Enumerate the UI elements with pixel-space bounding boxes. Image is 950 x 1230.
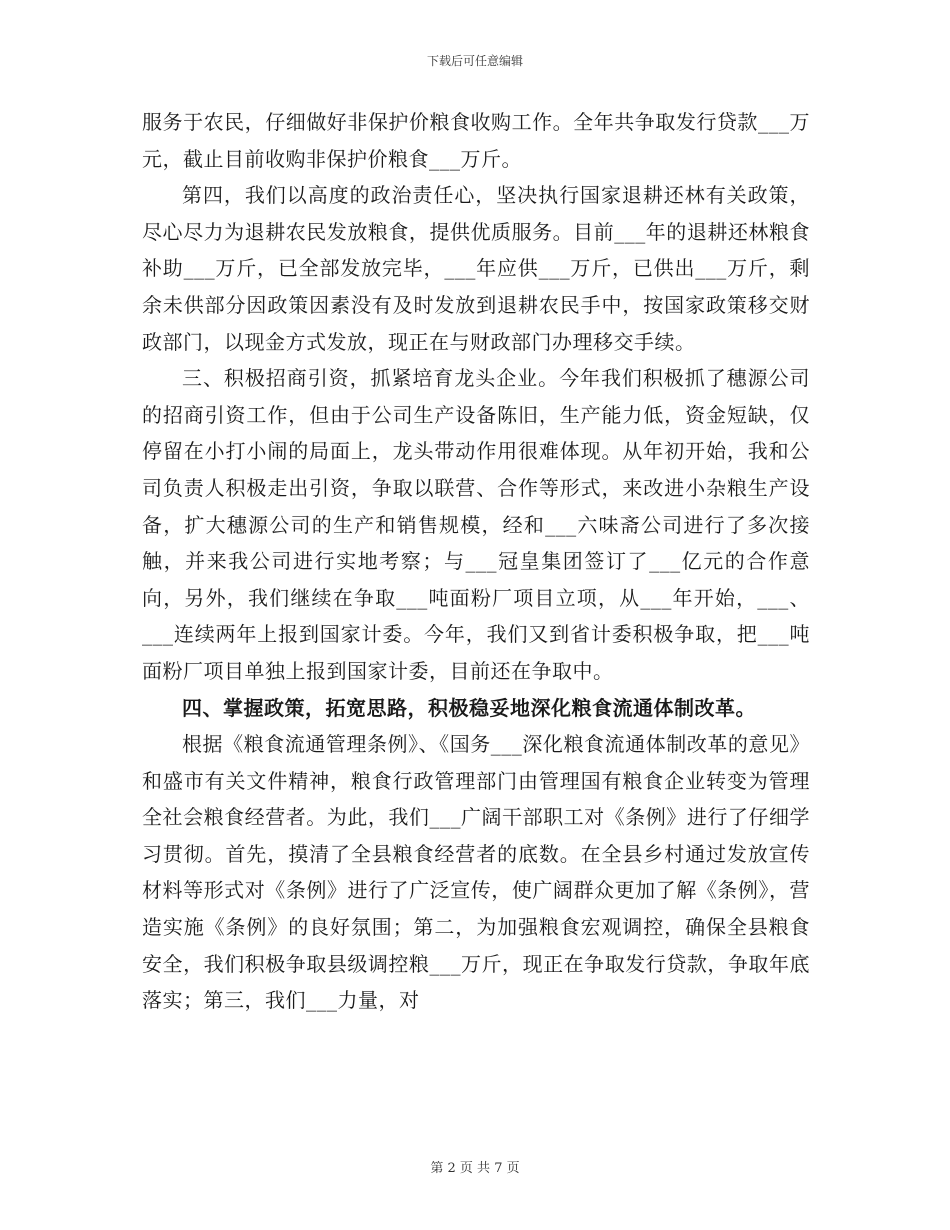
paragraph: 三、积极招商引资，抓紧培育龙头企业。今年我们积极抓了穗源公司的招商引资工作，但由于公司生产设备陈旧，生产能力低，资金短缺，仅停留在小打小闹的局面上，龙头带动作用很难体现。从年初开始，我和公司负责人积极走出引资，争取以联营、合作等形式，来改进小杂粮生产设备，扩大穗源公司的生产和销售规模，经和___六味斋公司进行了多次接触，并来我公司进行实地考察；与___冠皇集团签订了___亿元的合作意向，另外，我们继续在争取___吨面粉厂项目立项，从___年开始，___、___连续两年上报到国家计委。今年，我们又到省计委积极争取，把___吨面粉厂项目单独上报到国家计委，目前还在争取中。 bbox=[142, 366, 810, 683]
document-body bbox=[142, 104, 810, 1019]
paragraph: 根据《粮食流通管理条例》、《国务___深化粮食流通体制改革的意见》和盛市有关文件精神，粮食行政管理部门由管理国有粮食企业转变为管理全社会粮食经营者。为此，我们___广阔干部职工对《条例》进行了仔细学习贯彻。首先，摸清了全县粮食经营者的底数。在全县乡村通过发放宣传材料等形式对《条例》进行了广泛宣传，使广阔群众更加了解《条例》，营造实施《条例》的良好氛围；第二，为加强粮食宏观调控，确保全县粮食安全，我们积极争取县级调控粮___万斤，现正在争取发行贷款，争取年底落实；第三，我们___力量，对 bbox=[142, 732, 810, 1013]
section-heading: 四、掌握政策，拓宽思路，积极稳妥地深化粮食流通体制改革。 bbox=[182, 695, 756, 720]
paragraph: 服务于农民，仔细做好非保护价粮食收购工作。全年共争取发行贷款___万元，截止目前收购非保护价粮食___万斤。 bbox=[142, 110, 810, 171]
page-footer-number: 第 2 页 共 7 页 bbox=[430, 1161, 520, 1176]
paragraph: 第四，我们以高度的政治责任心，坚决执行国家退耕还林有关政策，尽心尽力为退耕农民发放粮食，提供优质服务。目前___年的退耕还林粮食补助___万斤，已全部发放完毕，___年应供___万斤，已供出___万斤，剩余未供部分因政策因素没有及时发放到退耕农民手中，按国家政策移交财政部门，以现金方式发放，现正在与财政部门办理移交手续。 bbox=[142, 183, 810, 354]
page-header-note: 下载后可任意编辑 bbox=[426, 54, 523, 68]
